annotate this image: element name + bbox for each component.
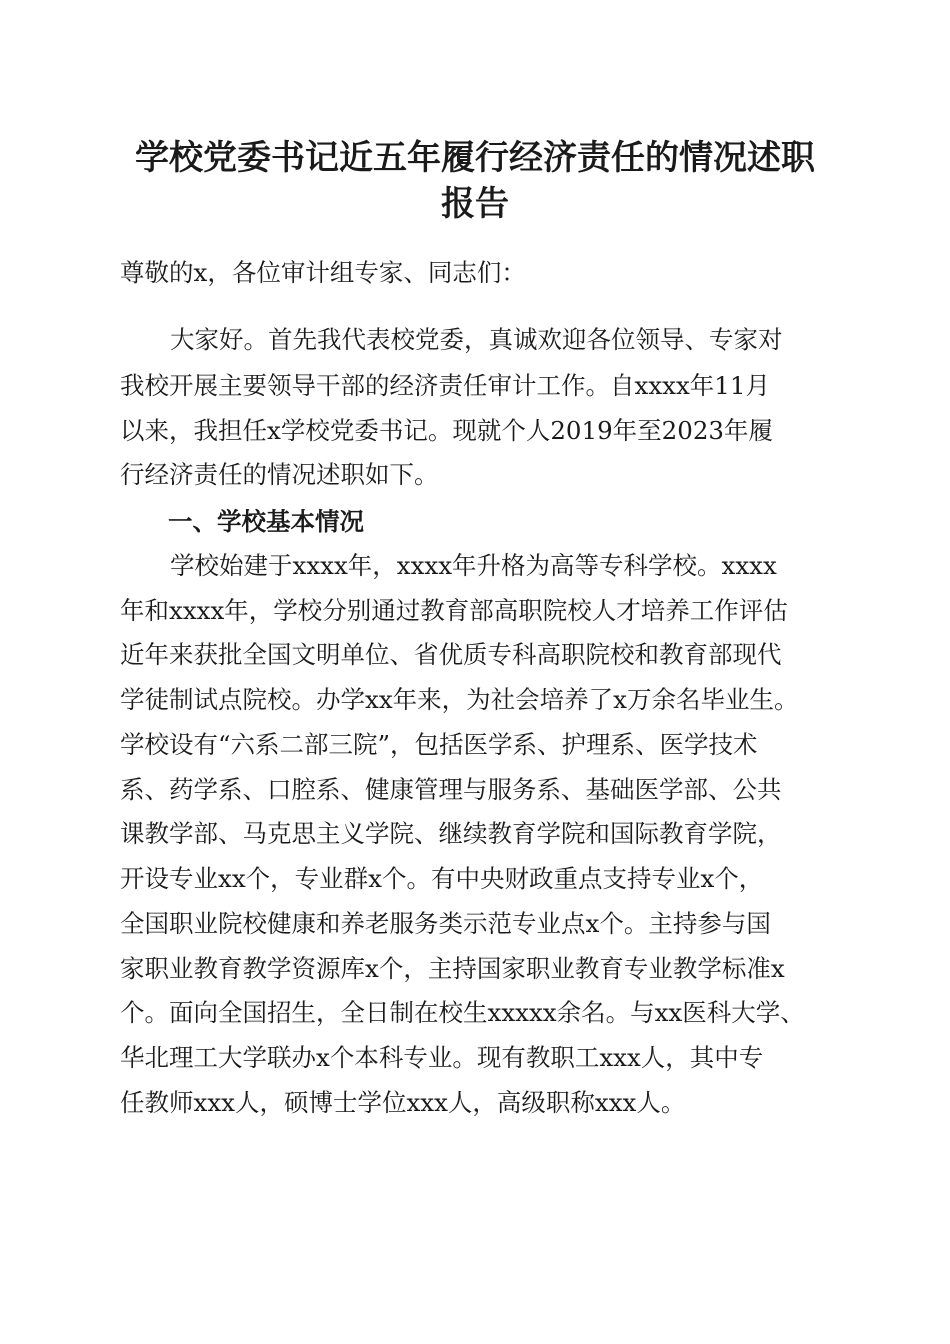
section-line-9: 全国职业院校健康和养老服务类示范专业点x个。主持参与国 xyxy=(120,909,771,938)
intro-line-4: 行经济责任的情况述职如下。 xyxy=(120,460,439,489)
section-line-11: 个。面向全国招生，全日制在校生xxxxx余名。与xx医科大学、 xyxy=(120,998,805,1027)
section-line-8: 开设专业xx个，专业群x个。有中央财政重点支持专业x个， xyxy=(120,864,764,893)
intro-line-1: 大家好。首先我代表校党委，真诚欢迎各位领导、专家对 xyxy=(170,325,783,354)
document-title-line-2: 报告 xyxy=(441,184,509,224)
section-line-10: 家职业教育教学资源库x个，主持国家职业教育专业教学标准x xyxy=(120,954,785,983)
intro-line-3: 以来，我担任x学校党委书记。现就个人2019年至2023年履 xyxy=(120,416,774,445)
section-line-3: 近年来获批全国文明单位、省优质专科高职院校和教育部现代 xyxy=(120,640,782,669)
salutation: 尊敬的x，各位审计组专家、同志们： xyxy=(120,258,526,287)
section-line-13: 任教师xxx人，硕博士学位xxx人，高级职称xxx人。 xyxy=(120,1088,686,1117)
section-line-2: 年和xxxx年，学校分别通过教育部高职院校人才培养工作评估 xyxy=(120,596,788,625)
section-line-5: 学校设有“六系二部三院”，包括医学系、护理系、医学技术 xyxy=(120,730,758,759)
section-line-4: 学徒制试点院校。办学xx年来，为社会培养了x万余名毕业生。 xyxy=(120,685,799,714)
section-line-7: 课教学部、马克思主义学院、继续教育学院和国际教育学院， xyxy=(120,819,782,848)
document-title-line-1: 学校党委书记近五年履行经济责任的情况述职 xyxy=(135,138,815,178)
intro-line-2: 我校开展主要领导干部的经济责任审计工作。自xxxx年11月 xyxy=(120,371,770,400)
section-line-6: 系、药学系、口腔系、健康管理与服务系、基础医学部、公共 xyxy=(120,775,782,804)
section-line-12: 华北理工大学联办x个本科专业。现有教职工xxx人，其中专 xyxy=(120,1043,764,1072)
section-heading: 一、学校基本情况 xyxy=(168,507,364,536)
section-line-1: 学校始建于xxxx年，xxxx年升格为高等专科学校。xxxx xyxy=(170,551,777,580)
